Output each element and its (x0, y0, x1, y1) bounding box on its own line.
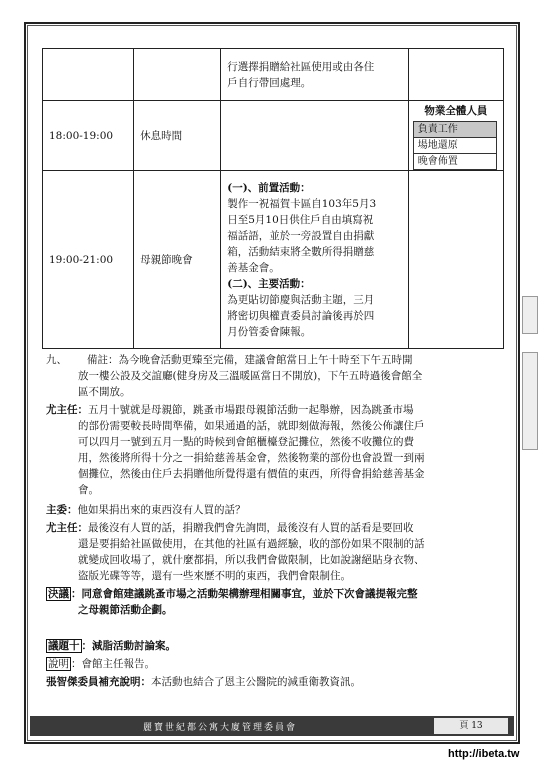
staff-item: 負責工作 (413, 121, 497, 137)
speech-line: 盜版光碟等等，還有一些來歷不明的東西，我們會限制住。 (78, 570, 351, 582)
agenda-title: ：減脂活動討論案。 (81, 640, 176, 652)
desc-cell (221, 49, 408, 101)
desc-line: (二)、主要活動： (227, 277, 311, 290)
staff-item: 晚會佈置 (413, 153, 497, 170)
table-row (43, 101, 504, 171)
desc-line: 行選擇捐贈給社區使用或由各住 (227, 60, 375, 73)
description-text: ：會館主任報告。 (71, 658, 155, 670)
watermark-text: http://ibeta.tw (448, 748, 520, 760)
speech-line: 用，然後將所得十分之一捐給慈善基金會，然後物業的部份也會設置一到兩 (78, 452, 425, 464)
time-cell (43, 171, 134, 349)
speaker-label: 主委： (46, 504, 78, 516)
speech-chair (46, 502, 504, 518)
desc-cell (221, 101, 408, 171)
speech-line: 會。 (78, 484, 99, 496)
item-cell (134, 101, 221, 171)
footer-title: 麗寶世紀都公寓大廈管理委員會 (142, 723, 297, 733)
staff-list (413, 121, 497, 170)
schedule-table (42, 48, 504, 349)
desc-line: 福話語，並於一旁設置自由捐獻 (227, 229, 375, 242)
speech-line: 他如果捐出來的東西沒有人買的話？ (77, 504, 246, 516)
resolution-line: 之母親節活動企劃。 (78, 604, 173, 616)
speech-line: 就變成回收場了，就什麼都捐，所以我們會做限制，比如說謝絕貼身衣物、 (78, 554, 425, 566)
note-item9 (46, 352, 504, 400)
time-label: 18:00-19:00 (49, 129, 114, 142)
speaker-label: 尤主任： (46, 404, 88, 416)
speech-line: 最後沒有人買的話，捐贈我們會先詢問，最後沒有人買的話看是要回收 (88, 522, 414, 534)
speech-line: 的部份需要較長時間準備，如果通過的話，就即刻做海報，然後公佈讓住戶 (78, 420, 425, 432)
table-row (43, 49, 504, 101)
speech-line: 五月十號就是母親節，跳蚤市場跟母親節活動一起舉辦，因為跳蚤市場 (88, 404, 414, 416)
speech-you-2 (46, 520, 504, 584)
speech-line: 還是要捐給社區做使用，在其他的社區有過經驗，收的部份如果不限制的話 (78, 538, 425, 550)
speaker-label: 尤主任： (46, 522, 88, 534)
staff-cell (408, 171, 503, 349)
desc-line: 戶自行帶回處理。 (227, 76, 312, 89)
agenda-label: 議題十 (48, 640, 80, 652)
description-label: 說明 (48, 658, 69, 670)
item-cell (134, 49, 221, 101)
desc-line: 日至5月10日供住戶自由填寫祝 (227, 213, 374, 226)
desc-line: 箱，活動結束將全數所得捐贈慈 (227, 245, 375, 258)
desc-cell (221, 171, 408, 349)
note-line: 放一樓公設及交誼廳(健身房及三溫暖區當日不開放)，下午五時過後會館全 (78, 370, 423, 382)
time-cell (43, 49, 134, 101)
speech-line: 個攤位，然後由住戶去捐贈他所覺得還有價值的東西，所得會捐給慈善基金 (78, 468, 425, 480)
side-tab-mark (522, 296, 538, 334)
note-line: 為今晚會活動更臻至完備，建議會館當日上午十時至下午五時開 (118, 354, 413, 366)
speaker-label: 張智傑委員補充說明： (46, 676, 151, 688)
item-number: 九、 (46, 354, 67, 366)
table-row (43, 171, 504, 349)
staff-item: 場地還原 (413, 137, 497, 153)
item-label: 母親節晚會 (140, 253, 193, 266)
speech-line: 本活動也結合了恩主公醫院的減重衛教資訊。 (151, 676, 361, 688)
time-cell (43, 101, 134, 171)
item-cell (134, 171, 221, 349)
note-line: 區不開放。 (78, 386, 131, 398)
resolution (46, 586, 504, 618)
desc-line: 月份管委會陳報。 (227, 325, 312, 338)
staff-cell-top (408, 49, 503, 101)
time-label: 19:00-21:00 (49, 253, 114, 266)
desc-line: 善基金會。 (227, 261, 280, 274)
desc-line: (一)、前置活動： (227, 181, 311, 194)
resolution-label: 決議 (48, 588, 69, 600)
footer-bar (30, 716, 514, 736)
speech-you-1 (46, 402, 504, 498)
item-label: 休息時間 (140, 129, 183, 142)
speech-line: 可以四月一號到五月一點的時候到會館櫃檯登記攤位，然後不收攤位的費 (78, 436, 414, 448)
resolution-line: ：同意會館建議跳蚤市場之活動架構辦理相關事宜，並於下次會議提報完整 (71, 588, 418, 600)
desc-line: 將密切與權責委員討論後再於四 (227, 309, 375, 322)
staff-cell (408, 101, 503, 171)
side-tab-mark (522, 352, 538, 450)
note-heading: 備註： (87, 354, 119, 366)
desc-line: 製作一祝福賀卡區自103年5月3 (227, 197, 377, 210)
agenda-10 (46, 638, 504, 690)
desc-line: 為更貼切節慶與活動主題，三月 (227, 293, 375, 306)
staff-title: 物業全體人員 (424, 105, 488, 117)
page-number: 頁 13 (434, 718, 508, 734)
